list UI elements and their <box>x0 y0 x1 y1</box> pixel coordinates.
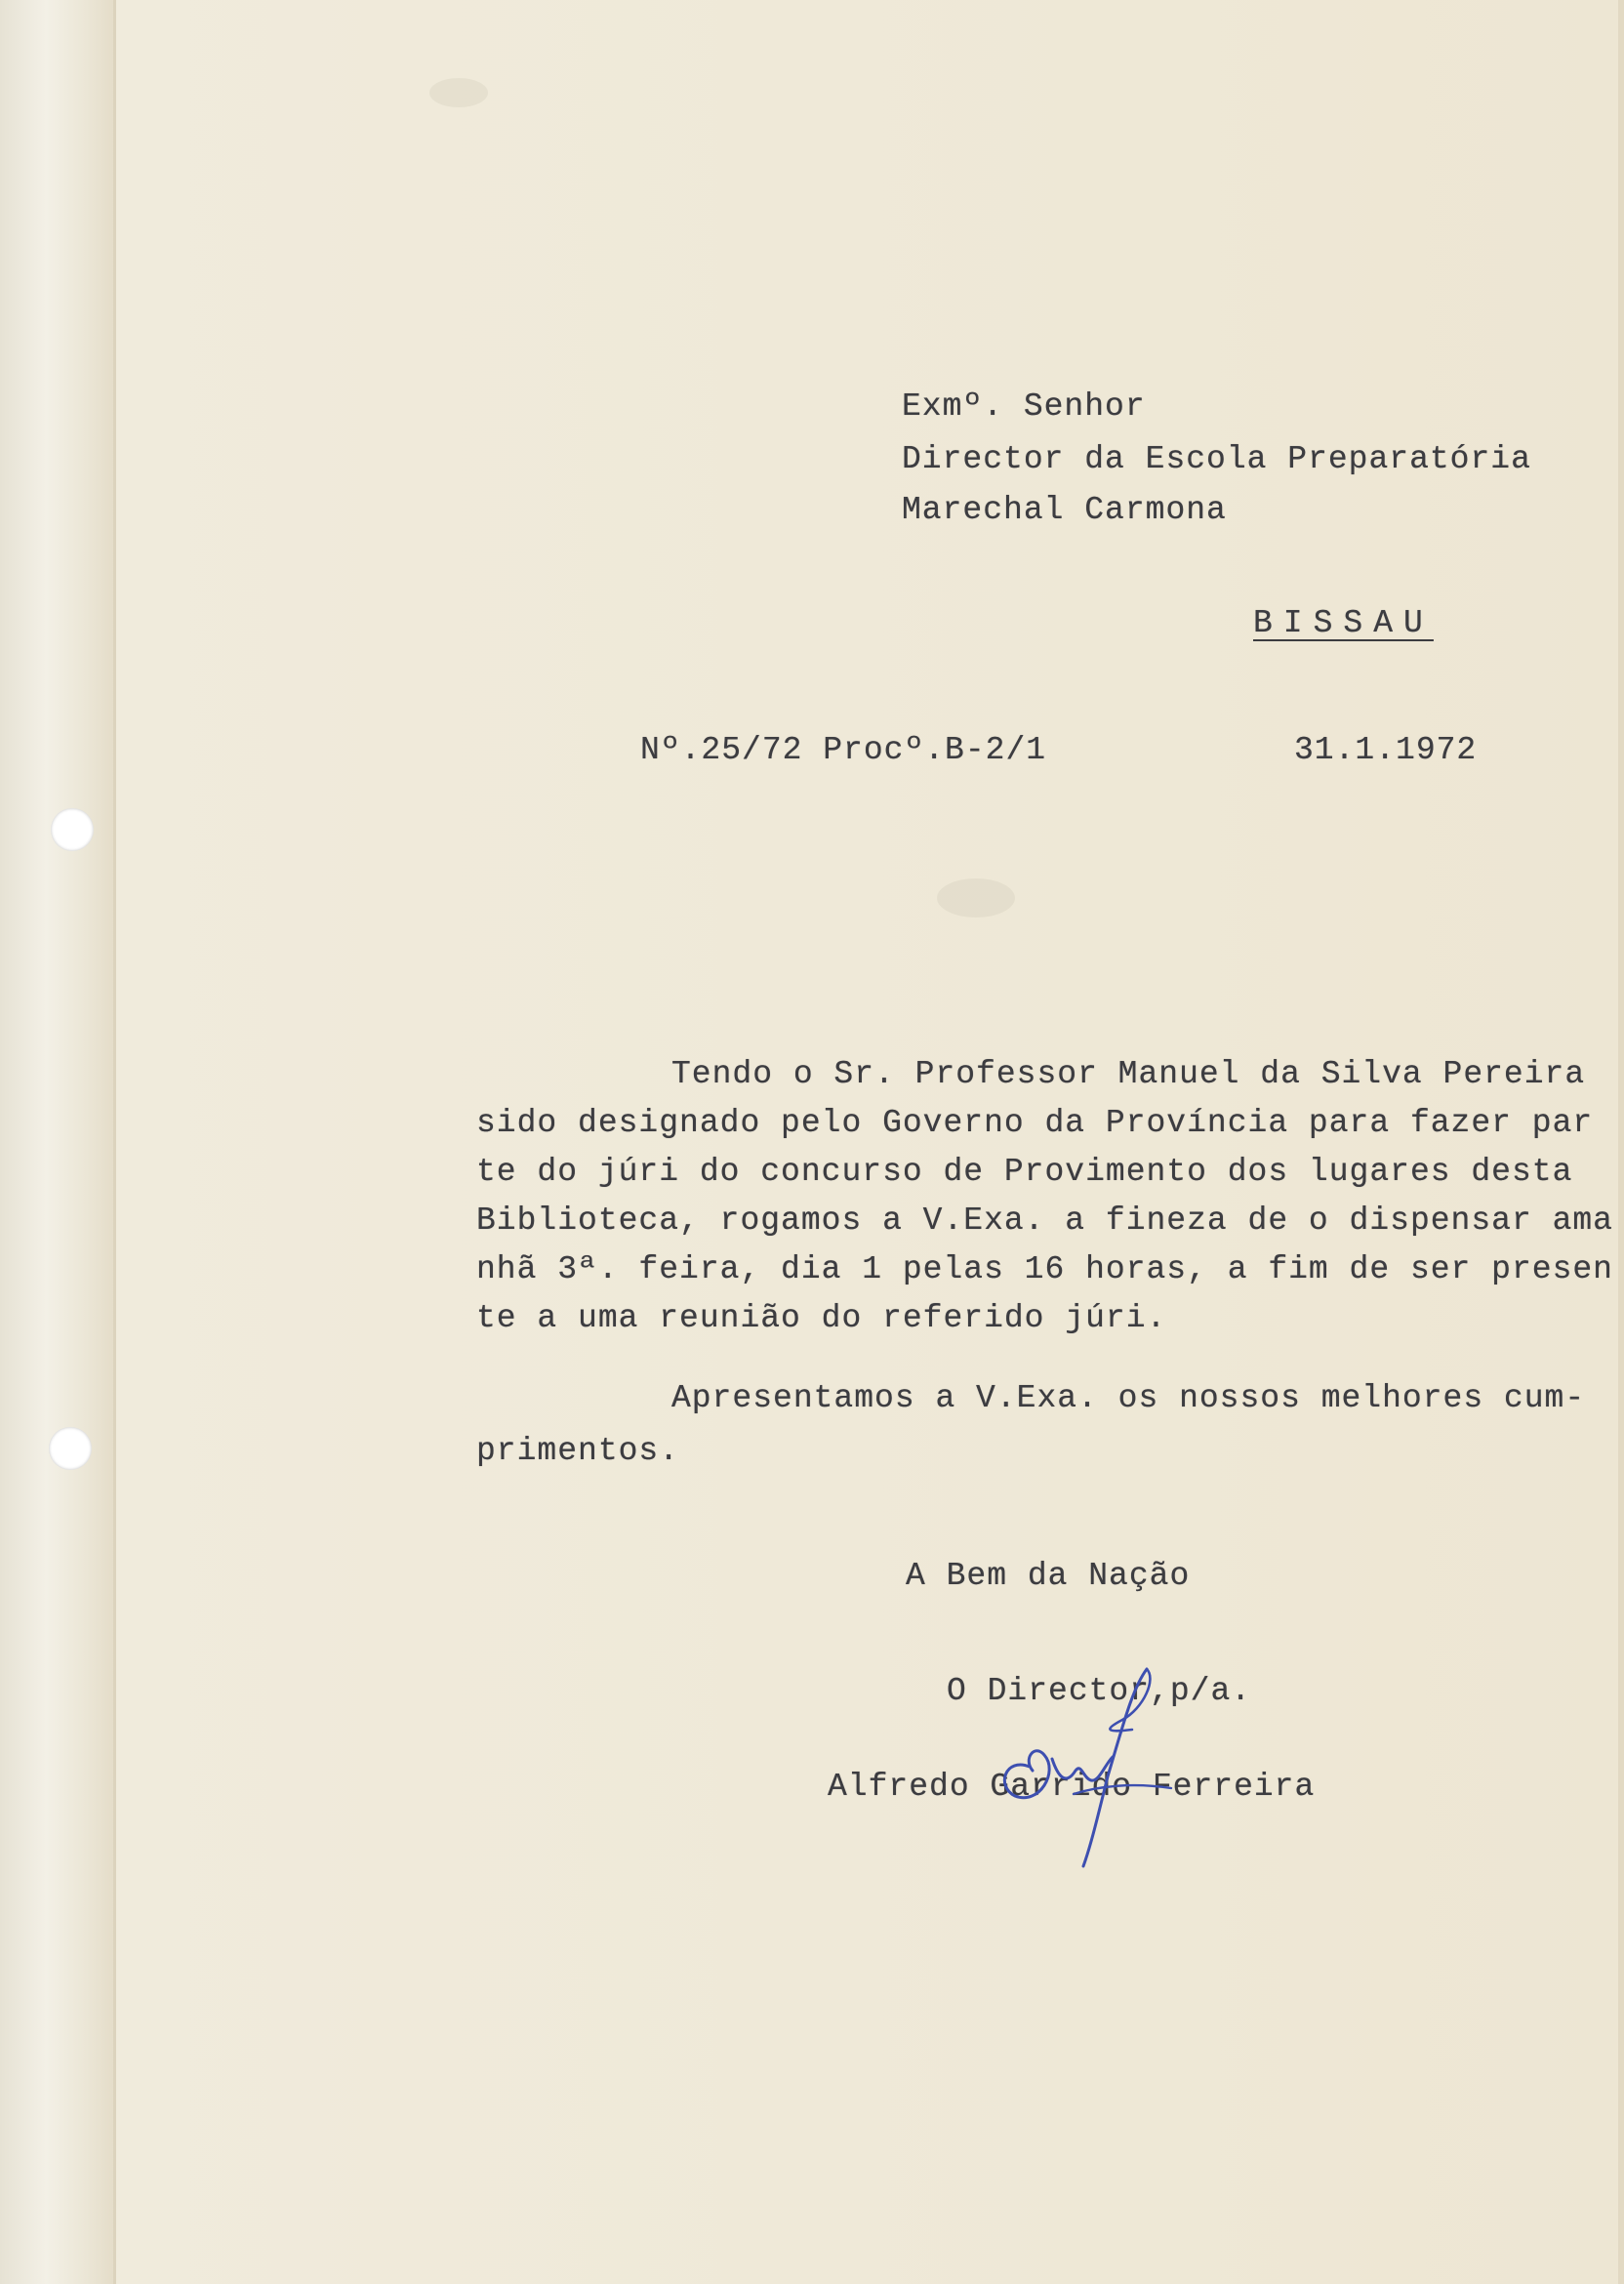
reference-number: Nº.25/72 Procº.B-2/1 <box>640 732 1047 768</box>
binding-strip <box>0 0 115 2284</box>
handwritten-signature <box>937 1650 1259 1874</box>
body-line: te do júri do concurso de Provimento dos lugares desta <box>476 1154 1573 1190</box>
recipient-line-1: Exmº. Senhor <box>902 388 1146 425</box>
page-right-edge <box>1618 0 1624 2284</box>
closing-salutation: A Bem da Nação <box>906 1558 1191 1594</box>
body-line: Biblioteca, rogamos a V.Exa. a fineza de o dispensar ama <box>476 1203 1613 1239</box>
body-line: nhã 3ª. feira, dia 1 pelas 16 horas, a fim de ser presen <box>476 1251 1613 1287</box>
punch-hole-top <box>51 808 94 851</box>
signer-name: Alfredo Garrido Ferreira <box>828 1769 1316 1805</box>
body-line: sido designado pelo Governo da Província para fazer par <box>476 1105 1594 1141</box>
city-heading: BISSAU <box>1253 605 1434 641</box>
recipient-line-2: Director da Escola Preparatória <box>902 441 1531 477</box>
paper-stain <box>429 78 488 107</box>
binding-strip-edge <box>113 0 116 2284</box>
letter-date: 31.1.1972 <box>1294 732 1478 768</box>
body-line: primentos. <box>476 1433 680 1469</box>
paper-stain <box>937 878 1015 918</box>
recipient-line-3: Marechal Carmona <box>902 492 1227 528</box>
punch-hole-bottom <box>49 1427 92 1470</box>
body-line: te a uma reunião do referido júri. <box>476 1300 1167 1336</box>
signer-role: O Director,p/a. <box>947 1673 1252 1709</box>
body-line: Apresentamos a V.Exa. os nossos melhores cum- <box>671 1380 1586 1416</box>
body-line: Tendo o Sr. Professor Manuel da Silva Pereira <box>671 1056 1586 1092</box>
